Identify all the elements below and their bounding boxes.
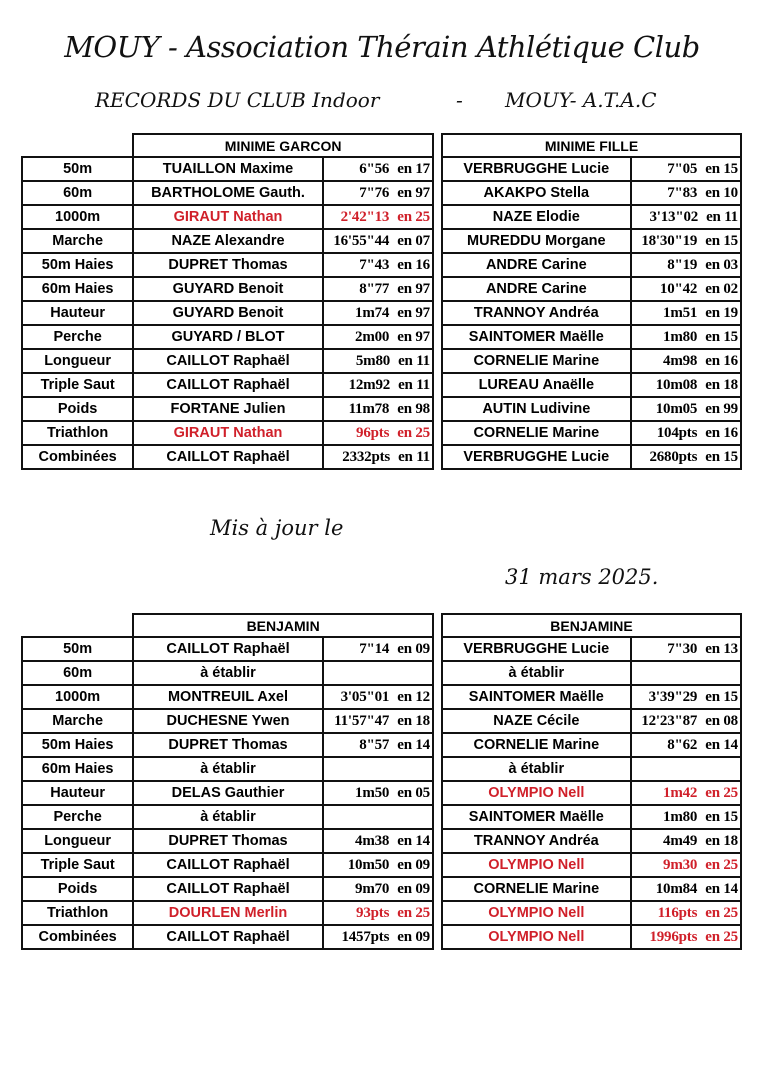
record-row (22, 421, 433, 445)
record-row (442, 445, 741, 469)
record-result (631, 733, 741, 757)
table-header-row (22, 614, 433, 637)
record-result (631, 925, 741, 949)
record-performance: 2332pts (342, 448, 391, 465)
record-result (323, 301, 433, 325)
record-year: en 25 (705, 904, 738, 921)
record-result (631, 181, 741, 205)
record-performance: 8"19 (667, 256, 698, 273)
record-result (631, 277, 741, 301)
athlete-name: DELAS Gauthier (133, 781, 322, 805)
category-header: MINIME GARCON (133, 134, 433, 157)
table-header-row (442, 614, 741, 637)
record-result (323, 925, 433, 949)
athlete-name: AKAKPO Stella (442, 181, 631, 205)
record-result (631, 157, 741, 181)
record-performance: 1m74 (355, 304, 390, 321)
record-performance: 6"56 (359, 160, 390, 177)
record-year: en 11 (398, 352, 430, 369)
record-row (442, 253, 741, 277)
record-performance: 7"76 (359, 184, 390, 201)
record-performance: 10m08 (655, 376, 698, 393)
record-result (631, 397, 741, 421)
record-result (631, 349, 741, 373)
athlete-name: CAILLOT Raphaël (133, 445, 322, 469)
record-row (22, 277, 433, 301)
record-year: en 18 (705, 832, 738, 849)
record-result (323, 877, 433, 901)
athlete-name: GUYARD Benoit (133, 277, 322, 301)
record-result (323, 157, 433, 181)
athlete-name: à établir (133, 757, 322, 781)
record-year: en 09 (397, 856, 430, 873)
record-row (442, 325, 741, 349)
record-row (442, 661, 741, 685)
record-performance: 8"62 (667, 736, 698, 753)
record-row (22, 397, 433, 421)
record-performance: 8"57 (359, 736, 390, 753)
athlete-name: CORNELIE Marine (442, 877, 631, 901)
record-row (442, 805, 741, 829)
record-row (22, 877, 433, 901)
athlete-name: GIRAUT Nathan (133, 421, 322, 445)
record-year: en 03 (705, 256, 738, 273)
athlete-name: DUPRET Thomas (133, 253, 322, 277)
record-result (323, 229, 433, 253)
record-result (323, 637, 433, 661)
record-row (442, 757, 741, 781)
record-result (631, 709, 741, 733)
record-row (442, 781, 741, 805)
athlete-name: GUYARD / BLOT (133, 325, 322, 349)
record-performance: 7"14 (359, 640, 390, 657)
subtitle-club: MOUY- A.T.A.C (505, 88, 657, 112)
athlete-name: NAZE Alexandre (133, 229, 322, 253)
record-result (631, 877, 741, 901)
record-performance: 3'13"02 (649, 208, 699, 225)
record-result (323, 709, 433, 733)
record-year: en 09 (397, 640, 430, 657)
table-header-row (22, 134, 433, 157)
athlete-name: ANDRE Carine (442, 253, 631, 277)
record-result (631, 301, 741, 325)
record-performance: 1m80 (663, 808, 698, 825)
record-result (323, 421, 433, 445)
record-result (323, 685, 433, 709)
record-row (442, 301, 741, 325)
record-year: en 25 (397, 208, 430, 225)
record-year: en 15 (705, 688, 738, 705)
athlete-name: VERBRUGGHE Lucie (442, 637, 631, 661)
records-table-benjamine (441, 613, 742, 950)
record-performance: 1m42 (663, 784, 698, 801)
record-performance: 9m30 (663, 856, 698, 873)
record-performance: 1m50 (355, 784, 390, 801)
record-year: en 18 (705, 376, 738, 393)
record-year: en 11 (706, 208, 738, 225)
record-result (323, 325, 433, 349)
record-row (22, 253, 433, 277)
event-label: Triple Saut (22, 373, 133, 397)
record-result (323, 661, 433, 685)
athlete-name: VERBRUGGHE Lucie (442, 157, 631, 181)
record-row (22, 181, 433, 205)
record-row (22, 733, 433, 757)
record-performance: 2680pts (649, 448, 698, 465)
record-row (442, 181, 741, 205)
record-result (323, 829, 433, 853)
record-row (442, 637, 741, 661)
event-label: Poids (22, 397, 133, 421)
record-row (442, 229, 741, 253)
record-year: en 14 (705, 880, 738, 897)
record-row (22, 925, 433, 949)
record-row (22, 709, 433, 733)
athlete-name: ANDRE Carine (442, 277, 631, 301)
record-row (442, 733, 741, 757)
record-year: en 12 (397, 688, 430, 705)
athlete-name: CAILLOT Raphaël (133, 373, 322, 397)
athlete-name: CORNELIE Marine (442, 421, 631, 445)
athlete-name: DOURLEN Merlin (133, 901, 322, 925)
record-result (323, 757, 433, 781)
record-result (631, 829, 741, 853)
record-performance: 3'39"29 (648, 688, 698, 705)
athlete-name: NAZE Elodie (442, 205, 631, 229)
event-label: 1000m (22, 205, 133, 229)
record-result (631, 685, 741, 709)
record-result (631, 853, 741, 877)
record-year: en 97 (397, 184, 430, 201)
record-result (323, 253, 433, 277)
record-row (442, 205, 741, 229)
record-year: en 13 (705, 640, 738, 657)
athlete-name: MONTREUIL Axel (133, 685, 322, 709)
athlete-name: OLYMPIO Nell (442, 925, 631, 949)
record-year: en 15 (705, 232, 738, 249)
record-performance: 16'55"44 (333, 232, 390, 249)
athlete-name: SAINTOMER Maëlle (442, 685, 631, 709)
record-performance: 10m50 (347, 856, 390, 873)
athlete-name: DUPRET Thomas (133, 829, 322, 853)
record-year: en 25 (397, 424, 430, 441)
event-label: Marche (22, 709, 133, 733)
record-performance: 11'57"47 (334, 712, 390, 729)
record-performance: 1996pts (649, 928, 698, 945)
record-result (631, 229, 741, 253)
record-row (22, 373, 433, 397)
athlete-name: CAILLOT Raphaël (133, 877, 322, 901)
record-row (442, 685, 741, 709)
athlete-name: TUAILLON Maxime (133, 157, 322, 181)
record-year: en 97 (397, 328, 430, 345)
record-performance: 96pts (356, 424, 390, 441)
record-result (631, 325, 741, 349)
updated-date: 31 mars 2025. (505, 565, 659, 589)
event-label: Hauteur (22, 781, 133, 805)
subtitle-separator: - (456, 88, 463, 112)
event-label: Combinées (22, 925, 133, 949)
athlete-name: VERBRUGGHE Lucie (442, 445, 631, 469)
athlete-name: FORTANE Julien (133, 397, 322, 421)
record-performance: 1457pts (341, 928, 390, 945)
record-result (631, 445, 741, 469)
athlete-name: BARTHOLOME Gauth. (133, 181, 322, 205)
record-row (22, 901, 433, 925)
record-row (442, 853, 741, 877)
athlete-name: OLYMPIO Nell (442, 901, 631, 925)
record-year: en 25 (705, 856, 738, 873)
event-label: Perche (22, 805, 133, 829)
record-year: en 97 (397, 280, 430, 297)
record-performance: 18'30"19 (641, 232, 698, 249)
record-year: en 98 (397, 400, 430, 417)
record-performance: 4m38 (355, 832, 390, 849)
record-performance: 104pts (656, 424, 698, 441)
record-year: en 19 (705, 304, 738, 321)
athlete-name: SAINTOMER Maëlle (442, 805, 631, 829)
record-row (22, 229, 433, 253)
record-row (22, 757, 433, 781)
record-performance: 2m00 (355, 328, 390, 345)
record-year: en 99 (705, 400, 738, 417)
record-year: en 02 (705, 280, 738, 297)
record-result (323, 445, 433, 469)
record-performance: 8"77 (359, 280, 390, 297)
event-label: 50m (22, 157, 133, 181)
record-performance: 11m78 (348, 400, 390, 417)
record-result (323, 805, 433, 829)
athlete-name: GUYARD Benoit (133, 301, 322, 325)
athlete-name: à établir (442, 661, 631, 685)
event-label: Hauteur (22, 301, 133, 325)
category-header: BENJAMIN (133, 614, 433, 637)
record-result (323, 781, 433, 805)
athlete-name: DUCHESNE Ywen (133, 709, 322, 733)
record-year: en 15 (705, 328, 738, 345)
event-label: 50m Haies (22, 253, 133, 277)
record-row (442, 421, 741, 445)
record-row (22, 853, 433, 877)
record-year: en 15 (705, 448, 738, 465)
record-result (323, 181, 433, 205)
athlete-name: GIRAUT Nathan (133, 205, 322, 229)
athlete-name: AUTIN Ludivine (442, 397, 631, 421)
record-row (442, 829, 741, 853)
record-performance: 3'05"01 (340, 688, 390, 705)
athlete-name: DUPRET Thomas (133, 733, 322, 757)
record-performance: 5m80 (355, 352, 391, 369)
event-label: Triathlon (22, 421, 133, 445)
record-performance: 7"05 (667, 160, 698, 177)
event-label: Combinées (22, 445, 133, 469)
athlete-name: TRANNOY Andréa (442, 829, 631, 853)
record-row (442, 277, 741, 301)
event-label: 60m (22, 661, 133, 685)
record-result (631, 757, 741, 781)
record-row (22, 685, 433, 709)
record-result (631, 253, 741, 277)
record-year: en 17 (397, 160, 430, 177)
record-row (22, 781, 433, 805)
athlete-name: OLYMPIO Nell (442, 853, 631, 877)
record-row (22, 661, 433, 685)
subtitle-records: RECORDS DU CLUB Indoor (95, 88, 380, 112)
record-year: en 16 (397, 256, 430, 273)
header-spacer (22, 134, 133, 157)
record-performance: 10m05 (655, 400, 698, 417)
record-result (323, 397, 433, 421)
event-label: 60m Haies (22, 277, 133, 301)
record-result (323, 733, 433, 757)
record-row (22, 205, 433, 229)
record-result (323, 373, 433, 397)
athlete-name: MUREDDU Morgane (442, 229, 631, 253)
record-result (631, 661, 741, 685)
event-label: Triple Saut (22, 853, 133, 877)
record-performance: 2'42"13 (340, 208, 390, 225)
record-performance: 93pts (356, 904, 390, 921)
record-year: en 15 (705, 160, 738, 177)
record-row (442, 925, 741, 949)
record-year: en 09 (397, 880, 430, 897)
record-result (323, 205, 433, 229)
records-table-benjamin (21, 613, 434, 950)
athlete-name: à établir (133, 661, 322, 685)
athlete-name: TRANNOY Andréa (442, 301, 631, 325)
record-row (442, 709, 741, 733)
record-row (22, 805, 433, 829)
record-row (442, 397, 741, 421)
category-header: BENJAMINE (442, 614, 741, 637)
record-year: en 10 (705, 184, 738, 201)
record-year: en 18 (397, 712, 430, 729)
record-row (22, 637, 433, 661)
record-result (631, 637, 741, 661)
record-year: en 97 (397, 304, 430, 321)
athlete-name: SAINTOMER Maëlle (442, 325, 631, 349)
record-result (631, 805, 741, 829)
athlete-name: OLYMPIO Nell (442, 781, 631, 805)
event-label: 50m Haies (22, 733, 133, 757)
record-result (323, 277, 433, 301)
event-label: 50m (22, 637, 133, 661)
athlete-name: CORNELIE Marine (442, 349, 631, 373)
record-result (631, 901, 741, 925)
event-label: Triathlon (22, 901, 133, 925)
event-label: 60m (22, 181, 133, 205)
record-year: en 09 (397, 928, 430, 945)
record-row (442, 901, 741, 925)
record-row (442, 877, 741, 901)
athlete-name: à établir (442, 757, 631, 781)
record-row (442, 373, 741, 397)
record-result (631, 373, 741, 397)
record-year: en 08 (705, 712, 738, 729)
athlete-name: NAZE Cécile (442, 709, 631, 733)
record-performance: 12'23"87 (641, 712, 698, 729)
record-year: en 15 (705, 808, 738, 825)
record-performance: 7"43 (359, 256, 390, 273)
record-performance: 7"83 (667, 184, 698, 201)
record-row (22, 445, 433, 469)
record-year: en 16 (705, 352, 738, 369)
table-header-row (442, 134, 741, 157)
event-label: Poids (22, 877, 133, 901)
record-year: en 11 (398, 376, 430, 393)
record-performance: 4m49 (663, 832, 698, 849)
record-performance: 1m51 (663, 304, 698, 321)
record-row (22, 157, 433, 181)
athlete-name: CAILLOT Raphaël (133, 349, 322, 373)
event-label: Perche (22, 325, 133, 349)
event-label: Longueur (22, 829, 133, 853)
record-performance: 10m84 (655, 880, 698, 897)
record-row (442, 349, 741, 373)
record-year: en 07 (397, 232, 430, 249)
page-title: MOUY - Association Thérain Athlétique Club (64, 30, 700, 64)
record-row (22, 349, 433, 373)
record-year: en 25 (397, 904, 430, 921)
record-result (631, 205, 741, 229)
record-year: en 25 (705, 784, 738, 801)
record-performance: 116pts (657, 904, 698, 921)
record-year: en 14 (397, 832, 430, 849)
record-result (323, 901, 433, 925)
record-year: en 14 (705, 736, 738, 753)
updated-label: Mis à jour le (210, 516, 344, 540)
event-label: Marche (22, 229, 133, 253)
record-result (323, 853, 433, 877)
records-table-minime-garcon (21, 133, 434, 470)
event-label: Longueur (22, 349, 133, 373)
record-year: en 25 (705, 928, 738, 945)
record-row (22, 829, 433, 853)
athlete-name: à établir (133, 805, 322, 829)
record-performance: 4m98 (663, 352, 698, 369)
record-performance: 7"30 (667, 640, 698, 657)
record-performance: 12m92 (348, 376, 391, 393)
record-performance: 1m80 (663, 328, 698, 345)
event-label: 1000m (22, 685, 133, 709)
record-result (631, 781, 741, 805)
record-year: en 05 (397, 784, 430, 801)
record-performance: 10"42 (659, 280, 698, 297)
record-performance: 9m70 (355, 880, 390, 897)
header-spacer (22, 614, 133, 637)
athlete-name: CAILLOT Raphaël (133, 925, 322, 949)
record-year: en 14 (397, 736, 430, 753)
record-result (631, 421, 741, 445)
record-row (22, 301, 433, 325)
record-result (323, 349, 433, 373)
event-label: 60m Haies (22, 757, 133, 781)
records-table-minime-fille (441, 133, 742, 470)
record-row (22, 325, 433, 349)
record-year: en 16 (705, 424, 738, 441)
category-header: MINIME FILLE (442, 134, 741, 157)
athlete-name: CAILLOT Raphaël (133, 853, 322, 877)
record-row (442, 157, 741, 181)
athlete-name: CAILLOT Raphaël (133, 637, 322, 661)
record-year: en 11 (398, 448, 430, 465)
athlete-name: CORNELIE Marine (442, 733, 631, 757)
athlete-name: LUREAU Anaëlle (442, 373, 631, 397)
